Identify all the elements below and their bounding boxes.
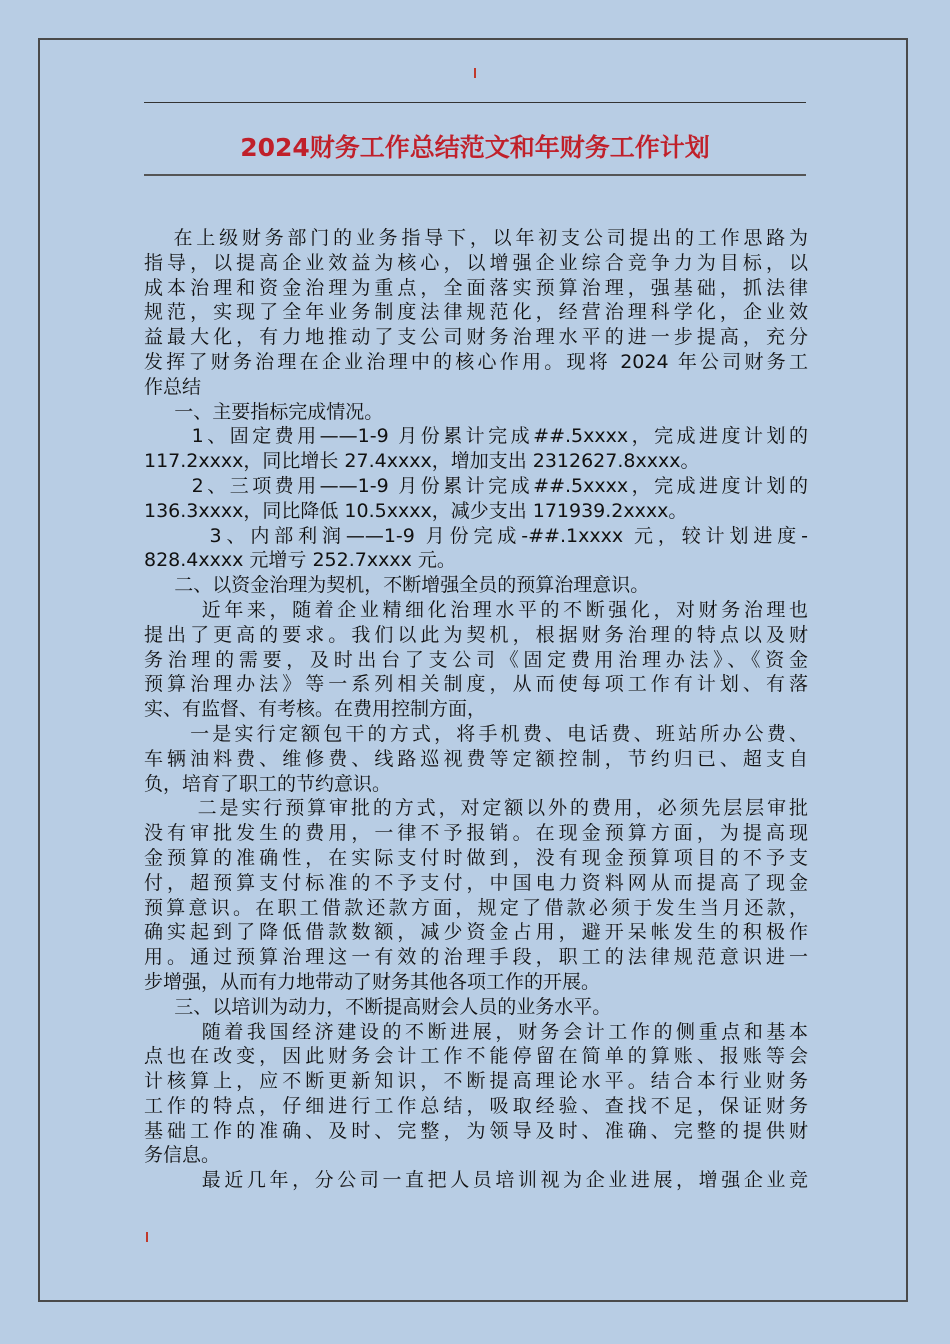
header-rule	[144, 102, 806, 103]
body-line: 预算治理办法》等一系列相关制度，从而使每项工作有计划、有落	[144, 673, 808, 696]
header-mark	[474, 68, 476, 78]
body-line: 指导，以提高企业效益为核心，以增强企业综合竞争力为目标，以	[144, 251, 808, 274]
document-body	[144, 226, 808, 1193]
body-line: 3、内部利润——1-9 月份完成-##.1xxxx 元，较计划进度-	[144, 524, 808, 547]
body-line: 步增强，从而有力地带动了财务其他各项工作的开展。	[144, 970, 601, 993]
section-heading: 一、主要指标完成情况。	[144, 400, 384, 423]
body-line: 确实起到了降低借款数额，减少资金占用，避开呆帐发生的积极作	[144, 921, 808, 944]
body-line: 付，超预算支付标准的不予支付，中国电力资料网从而提高了现金	[144, 871, 808, 894]
body-line: 随着我国经济建设的不断进展，财务会计工作的侧重点和基本	[144, 1020, 808, 1043]
body-line: 预算意识。在职工借款还款方面，规定了借款必须于发生当月还款，	[144, 896, 808, 919]
document-title: 2024财务工作总结范文和年财务工作计划	[240, 133, 710, 162]
title-rule	[144, 174, 806, 176]
body-line: 工作的特点，仔细进行工作总结，吸取经验、查找不足，保证财务	[144, 1094, 808, 1117]
body-line: 计核算上，应不断更新知识，不断提高理论水平。结合本行业财务	[144, 1070, 808, 1093]
body-line: 提出了更高的要求。我们以此为契机，根据财务治理的特点以及财	[144, 623, 808, 646]
body-line: 实、有监督、有考核。在费用控制方面，	[144, 698, 487, 721]
body-line: 金预算的准确性，在实际支付时做到，没有现金预算项目的不予支	[144, 846, 808, 869]
body-line: 发挥了财务治理在企业治理中的核心作用。现将 2024 年公司财务工	[144, 350, 808, 373]
section-heading: 二、以资金治理为契机，不断增强全员的预算治理意识。	[144, 574, 650, 597]
body-line: 136.3xxxx，同比降低 10.5xxxx，减少支出 171939.2xxxx。	[144, 499, 688, 522]
body-line: 规范，实现了全年业务制度法律规范化，经营治理科学化，企业效	[144, 301, 808, 324]
body-line: 作总结	[144, 375, 202, 398]
body-line: 点也在改变，因此财务会计工作不能停留在简单的算账、报账等会	[144, 1045, 808, 1068]
footer-mark	[146, 1232, 148, 1242]
body-line: 务信息。	[144, 1144, 221, 1167]
body-line: 828.4xxxx 元增亏 252.7xxxx 元。	[144, 549, 456, 572]
section-heading: 三、以培训为动力，不断提高财会人员的业务水平。	[144, 995, 612, 1018]
body-line: 117.2xxxx，同比增长 27.4xxxx，增加支出 2312627.8xxxx。	[144, 450, 700, 473]
body-line: 一是实行定额包干的方式，将手机费、电话费、班站所办公费、	[144, 722, 808, 745]
body-line: 最近几年，分公司一直把人员培训视为企业进展，增强企业竞	[144, 1169, 808, 1192]
body-line: 益最大化，有力地推动了支公司财务治理水平的进一步提高，充分	[144, 326, 808, 349]
body-line: 基础工作的准确、及时、完整，为领导及时、准确、完整的提供财	[144, 1119, 808, 1142]
body-line: 近年来，随着企业精细化治理水平的不断强化，对财务治理也	[144, 598, 808, 621]
body-line: 在上级财务部门的业务指导下，以年初支公司提出的工作思路为	[144, 227, 808, 249]
body-line: 1、固定费用——1-9 月份累计完成##.5xxxx，完成进度计划的	[144, 425, 808, 448]
body-line: 2、三项费用——1-9 月份累计完成##.5xxxx，完成进度计划的	[144, 474, 808, 497]
body-line: 务治理的需要，及时出台了支公司《固定费用治理办法》、《资金	[144, 648, 808, 671]
body-line: 二是实行预算审批的方式，对定额以外的费用，必须先层层审批	[144, 797, 808, 820]
body-line: 车辆油料费、维修费、线路巡视费等定额控制，节约归已、超支自	[144, 747, 808, 770]
body-line: 成本治理和资金治理为重点，全面落实预算治理，强基础，抓法律	[144, 276, 808, 299]
body-line: 没有审批发生的费用，一律不予报销。在现金预算方面，为提高现	[144, 822, 808, 845]
body-line: 负，培育了职工的节约意识。	[144, 772, 392, 795]
body-line: 用。通过预算治理这一有效的治理手段，职工的法律规范意识进一	[144, 946, 808, 969]
